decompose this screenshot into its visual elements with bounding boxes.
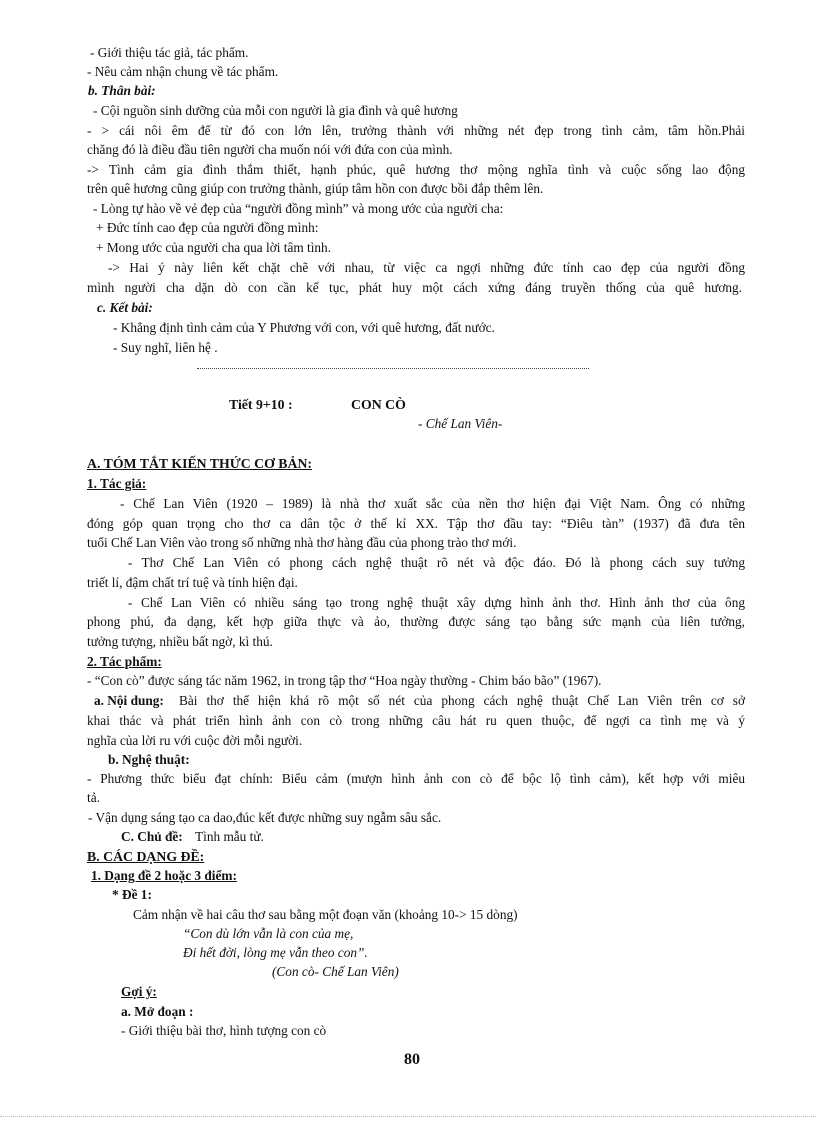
poem-source: (Con cò- Chế Lan Viên)	[272, 964, 399, 979]
de1-label: * Đề 1:	[112, 887, 152, 902]
work-line-1: - “Con cò” được sáng tác năm 1962, in trong tập thơ “Hoa ngày thường - Chim báo bão” (1967).	[87, 673, 602, 688]
conclusion-line-1: - Khẳng định tình cảm của Y Phương với con, với quê hương, đất nước.	[113, 320, 495, 335]
body-line-2b: chăng đó là điều đầu tiên người cha muốn nói với đứa con của mình.	[87, 142, 453, 157]
content-label: a. Nội dung:	[94, 693, 164, 708]
dotted-separator	[197, 368, 589, 369]
author-heading: 1. Tác giả:	[87, 476, 147, 491]
art-heading: b. Nghệ thuật:	[108, 752, 190, 767]
de1-prompt: Cảm nhận về hai câu thơ sau bằng một đoạn văn (khoảng 10-> 15 dòng)	[133, 907, 518, 922]
body-line-6: + Mong ước của người cha qua lời tâm tình.	[96, 240, 332, 255]
art-line-1a: - Phương thức biểu đạt chính: Biểu cảm (mượn hình ảnh con cò để bộc lộ tình cảm), kết hợp với miêu	[87, 771, 745, 786]
art-line-1b: tả.	[87, 790, 100, 805]
content-line-2: khai thác và phát triển hình ảnh con cò trong những câu hát ru quen thuộc, để ngợi ca tình mẹ và ý	[87, 713, 745, 728]
body-line-7a: -> Hai ý này liên kết chặt chẽ với nhau, từ việc ca ngợi những đức tính cao đẹp của người đồng	[108, 260, 745, 275]
author-line-1b: đóng góp quan trọng cho thơ ca dân tộc ở thế kỉ XX. Tập thơ đầu tay: “Điêu tàn” (1937) đã đưa tên	[87, 516, 745, 531]
work-heading: 2. Tác phẩm:	[87, 654, 162, 669]
body-line-3a: -> Tình cảm gia đình thắm thiết, hạnh phúc, quê hương thơ mộng nghĩa tình và cuộc sống lao động	[87, 162, 745, 177]
body-line-2a: - > cái nôi êm để từ đó con lớn lên, trưởng thành với những nét đẹp trong tình cảm, tâm hồn.Phải	[87, 123, 745, 138]
body-line-5: + Đức tính cao đẹp của người đồng mình:	[96, 220, 319, 235]
hint-heading: Gợi ý:	[121, 984, 157, 999]
author-line-3b: phong phú, đa dạng, kết hợp giữa thực và ảo, thường được sáng tạo bằng sức mạnh của liên tưởng,	[87, 614, 745, 629]
page-bottom-border	[0, 1116, 816, 1117]
author-line-3c: tưởng tượng, nhiều bất ngờ, kì thú.	[87, 634, 273, 649]
type1-heading: 1. Dạng đề 2 hoặc 3 điểm:	[91, 868, 237, 883]
lesson-author: - Chế Lan Viên-	[418, 416, 503, 431]
opening-line-1: - Giới thiệu bài thơ, hình tượng con cò	[121, 1023, 327, 1038]
author-line-3a: - Chế Lan Viên có nhiều sáng tạo trong nghệ thuật xây dựng hình ảnh thơ. Hình ảnh thơ của ông	[128, 595, 745, 610]
part-a-heading: A. TÓM TẮT KIẾN THỨC CƠ BẢN:	[87, 456, 313, 471]
theme-label: C. Chủ đề:	[121, 829, 183, 844]
page-number: 80	[404, 1051, 420, 1068]
author-line-1c: tuổi Chế Lan Viên vào trong số những nhà thơ hàng đầu của phong trào thơ mới.	[87, 535, 517, 550]
part-b-heading: B. CÁC DẠNG ĐỀ:	[87, 849, 205, 864]
lesson-title: CON CÒ	[351, 397, 406, 412]
poem-line-1: “Con dù lớn vẫn là con của mẹ,	[183, 926, 354, 941]
intro-line-2: - Nêu cảm nhận chung về tác phẩm.	[87, 64, 279, 79]
lesson-label: Tiết 9+10 :	[229, 397, 293, 412]
body-line-3b: trên quê hương cũng giúp con trưởng thành, giúp tâm hồn con được bồi đắp thêm lên.	[87, 181, 544, 196]
author-line-2a: - Thơ Chế Lan Viên có phong cách nghệ thuật rõ nét và độc đáo. Đó là phong cách suy tưởng	[128, 555, 745, 570]
intro-line-1: - Giới thiệu tác giả, tác phẩm.	[90, 45, 249, 60]
content-line-3: nghĩa của lời ru với cuộc đời mỗi người.	[87, 733, 303, 748]
body-line-7b: mình người cha dặn dò con cần kế tục, phát huy một cách xứng đáng truyền thống của quê hương.	[87, 280, 742, 295]
author-line-2b: triết lí, đậm chất trí tuệ và tính hiện đại.	[87, 575, 298, 590]
body-line-4: - Lòng tự hào về vẻ đẹp của “người đồng mình” và mong ước của người cha:	[93, 201, 504, 216]
theme-text: Tình mẫu tử.	[195, 829, 264, 844]
opening-heading: a. Mở đoạn :	[121, 1004, 194, 1019]
author-line-1a: - Chế Lan Viên (1920 – 1989) là nhà thơ xuất sắc của nền thơ hiện đại Việt Nam. Ông có những	[120, 496, 745, 511]
poem-line-2: Đi hết đời, lòng mẹ vẫn theo con”.	[183, 945, 368, 960]
conclusion-line-2: - Suy nghĩ, liên hệ .	[113, 340, 218, 355]
conclusion-heading: c. Kết bài:	[97, 300, 153, 315]
body-line-1: - Cội nguồn sinh dưỡng của mỗi con người là gia đình và quê hương	[93, 103, 458, 118]
art-line-2: - Vận dụng sáng tạo ca dao,đúc kết được những suy ngẫm sâu sắc.	[88, 810, 442, 825]
content-line-1: Bài thơ thể hiện khá rõ một số nét của phong cách nghệ thuật Chế Lan Viên trên cơ sở	[179, 693, 745, 708]
body-heading: b. Thân bài:	[88, 83, 156, 98]
